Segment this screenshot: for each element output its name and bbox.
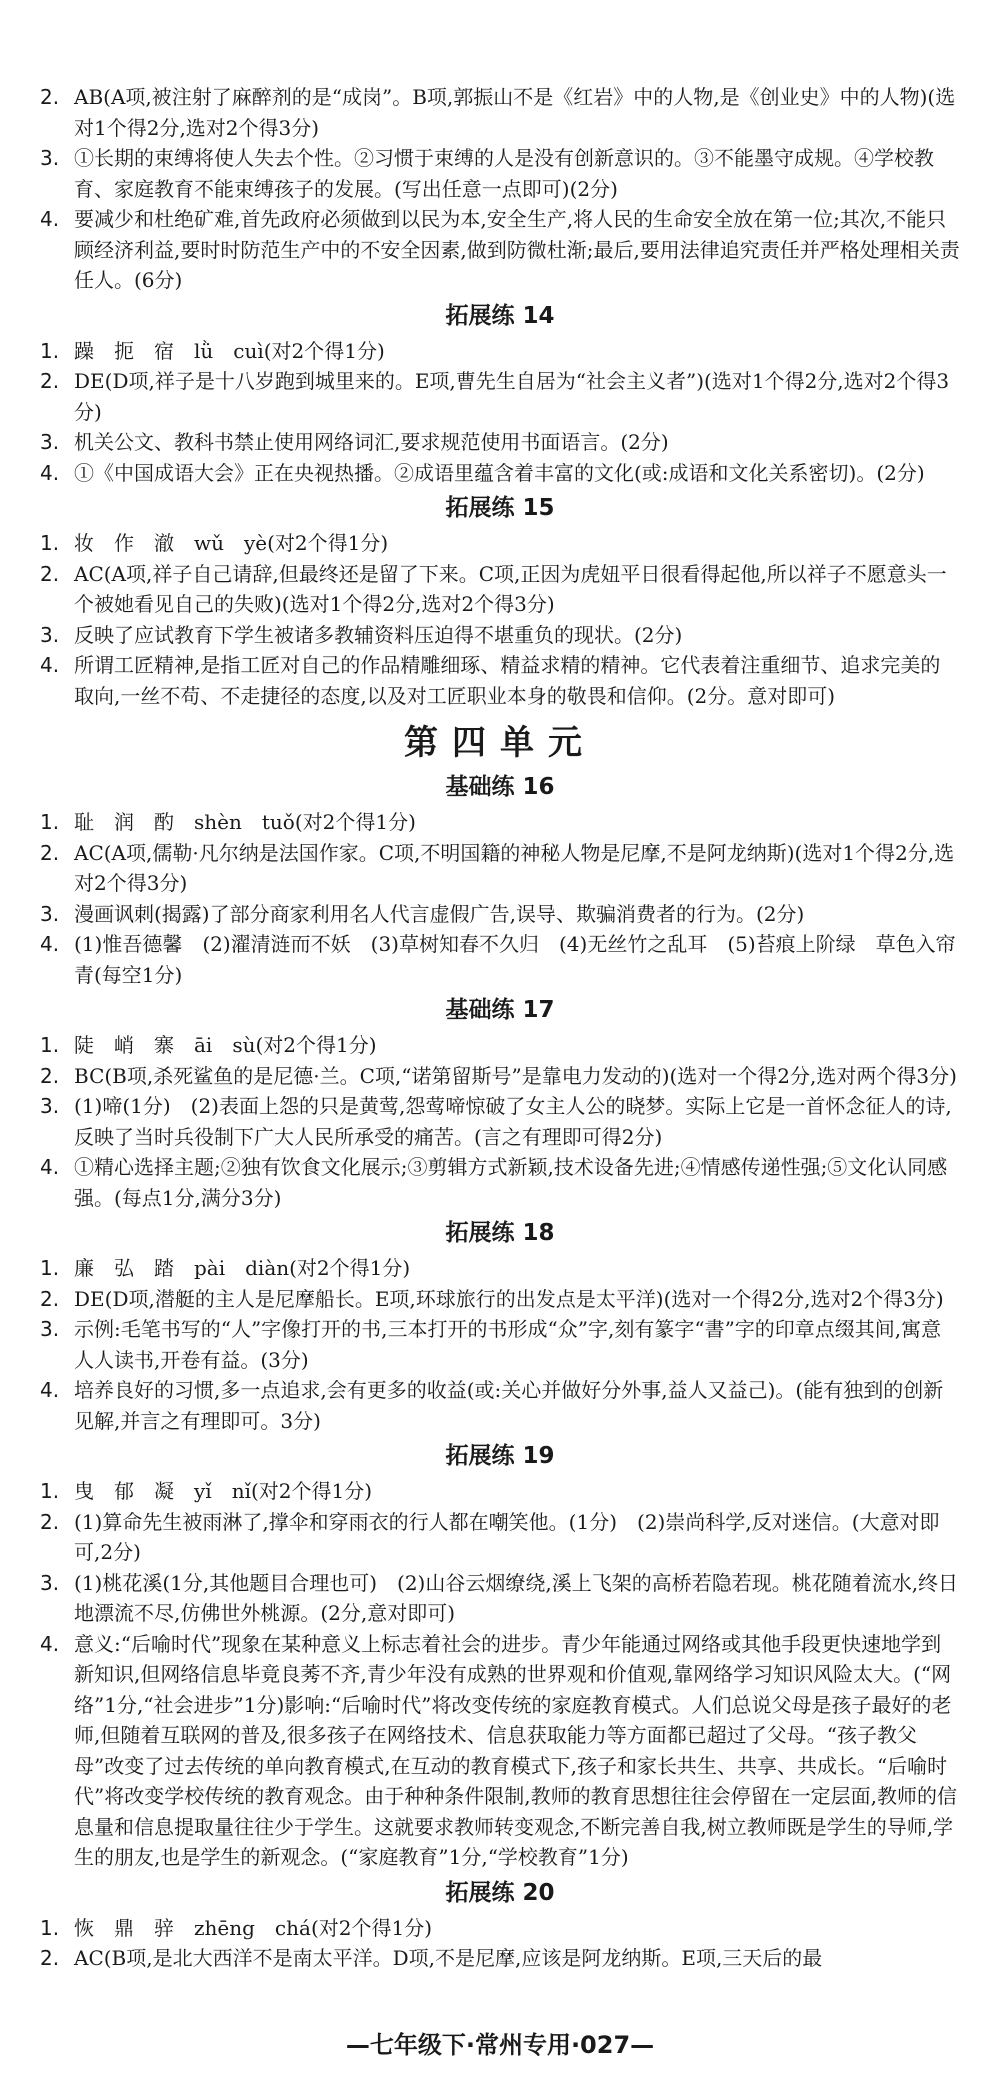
unit-heading: 第四单元: [404, 723, 596, 763]
item-text: AC(A项,儒勒·凡尔纳是法国作家。C项,不明国籍的神秘人物是尼摩,不是阿龙纳斯)(选对1个得2分,选对2个得3分): [74, 840, 955, 895]
answer-item: [40, 1061, 960, 1092]
item-text: 漫画讽刺(揭露)了部分商家利用名人代言虚假广告,误导、欺骗消费者的行为。(2分): [74, 901, 805, 926]
item-text: (1)惟吾德馨 (2)濯清涟而不妖 (3)草树知春不久归 (4)无丝竹之乱耳 (5)苔痕上阶绿 草色入帘青(每空1分): [74, 932, 956, 987]
answer-item: [40, 458, 960, 489]
section-heading: 基础练 16: [445, 774, 555, 800]
item-text: (1)算命先生被雨淋了,撑伞和穿雨衣的行人都在嘲笑他。(1分) (2)崇尚科学,反对迷信。(大意对即可,2分): [74, 1509, 940, 1564]
item-text: 机关公文、教科书禁止使用网络词汇,要求规范使用书面语言。(2分): [74, 430, 669, 454]
item-text: 耻 润 酌 shèn tuǒ(对2个得1分): [74, 810, 416, 834]
item-number: 1.: [40, 1256, 60, 1280]
section-heading: 基础练 17: [445, 997, 555, 1023]
item-number: 4.: [40, 1631, 60, 1656]
answer-item: [40, 143, 960, 204]
section-heading: 拓展练 14: [445, 302, 555, 329]
answer-item: [40, 427, 960, 458]
item-number: 1.: [40, 1033, 60, 1057]
section-heading: 拓展练 18: [445, 1220, 555, 1246]
answer-item: [40, 528, 960, 559]
page-footer: —七年级下·常州专用·027—: [345, 2031, 655, 2059]
item-number: 2.: [40, 369, 60, 393]
item-text: 反映了应试教育下学生被诸多教辅资料压迫得不堪重负的现状。(2分): [74, 622, 683, 647]
item-number: 2.: [40, 840, 60, 865]
answer-item: [40, 650, 960, 711]
answer-item: [40, 807, 960, 838]
item-text: (1)啼(1分) (2)表面上怨的只是黄莺,怨莺啼惊破了女主人公的晓梦。实际上它是一首怀念征人的诗,反映了当时兵役制下广大人民所承受的痛苦。(言之有理即可得2分): [74, 1094, 952, 1149]
section-heading: 拓展练 15: [445, 495, 555, 521]
item-text: 培养良好的习惯,多一点追求,会有更多的收益(或:关心并做好分外事,益人又益己)。(能有独到的创新见解,并言之有理即可。3分): [74, 1378, 944, 1433]
item-number: 2.: [40, 85, 60, 109]
answer-item: [40, 1030, 960, 1061]
item-number: 3.: [40, 622, 60, 647]
answer-item: [40, 1253, 960, 1284]
item-text: AC(A项,祥子自己请辞,但最终还是留了下来。C项,正因为虎妞平日很看得起他,所以祥子不愿意头一个被她看见自己的失败)(选对1个得2分,选对2个得3分): [74, 561, 947, 616]
answer-item: [40, 1375, 960, 1436]
answer-item: [40, 1091, 960, 1152]
item-number: 4.: [40, 460, 60, 485]
item-number: 3.: [40, 1094, 60, 1118]
item-number: 3.: [40, 146, 60, 170]
item-text: ①《中国成语大会》正在央视热播。②成语里蕴含着丰富的文化(或:成语和文化关系密切)。(2分): [74, 460, 925, 485]
item-number: 3.: [40, 1317, 60, 1341]
item-text: BC(B项,杀死鲨鱼的是尼德·兰。C项,“诺第留斯号”是靠电力发动的)(选对一个得2分,选对两个得3分): [74, 1063, 957, 1088]
answer-item: [40, 1152, 960, 1213]
item-text: 恢 鼎 骍 zhēng chá(对2个得1分): [74, 1915, 432, 1940]
item-text: 示例:毛笔书写的“人”字像打开的书,三本打开的书形成“众”字,刻有篆字“書”字的印章点缀其间,寓意人人读书,开卷有益。(3分): [74, 1317, 942, 1372]
answer-item: [40, 1314, 960, 1375]
answer-item: [40, 838, 960, 899]
answer-item: [40, 559, 960, 620]
item-number: 1.: [40, 338, 60, 363]
answer-item: [40, 366, 960, 427]
item-text: ①长期的束缚将使人失去个性。②习惯于束缚的人是没有创新意识的。③不能墨守成规。④学校教育、家庭教育不能束缚孩子的发展。(写出任意一点即可)(2分): [74, 146, 934, 201]
item-number: 1.: [40, 531, 60, 555]
item-number: 3.: [40, 901, 60, 926]
answer-item: [40, 204, 960, 296]
item-text: 意义:“后喻时代”现象在某种意义上标志着社会的进步。青少年能通过网络或其他手段更快速地学到新知识,但网络信息毕竟良莠不齐,青少年没有成熟的世界观和价值观,靠网络学习知识风险太大。(“网络”1分,“社会进步”1分)影响:“后喻时代”将改变传统的家庭教育模式。人们总说父母是孩子最好的老师,但随着互联网的普及,很多孩子在网络技术、信息获取能力等方面都已超过了父母。“孩子教父母”改变了过去传统的单向教育模式,在互动的教育模式下,孩子和家长共生、共享、共成长。“后喻时代”将改变学校传统的教育观念。由于种种条件限制,教师的教育思想往往会停留在一定层面,教师的信息量和信息提取量往往少于学生。这就要求教师转变观念,不断完善自我,树立教师既是学生的导师,学生的朋友,也是学生的新观念。(“家庭教育”1分,“学校教育”1分): [74, 1631, 957, 1869]
answer-content: [40, 82, 960, 1974]
item-number: 4.: [40, 1378, 60, 1402]
answer-item: [40, 1284, 960, 1315]
item-number: 2.: [40, 1286, 60, 1311]
answer-item: [40, 620, 960, 651]
item-number: 2.: [40, 1509, 60, 1534]
item-text: 廉 弘 踏 pài diàn(对2个得1分): [74, 1256, 411, 1280]
answer-item: [40, 899, 960, 930]
answer-item: [40, 929, 960, 990]
item-number: 3.: [40, 1570, 60, 1595]
item-text: DE(D项,潜艇的主人是尼摩船长。E项,环球旅行的出发点是太平洋)(选对一个得2分,选对2个得3分): [74, 1286, 944, 1311]
answer-item: [40, 82, 960, 143]
item-text: 陡 峭 寨 āi sù(对2个得1分): [74, 1033, 377, 1057]
item-text: AC(B项,是北大西洋不是南太平洋。D项,不是尼摩,应该是阿龙纳斯。E项,三天后的最: [74, 1946, 823, 1970]
item-number: 4.: [40, 653, 60, 677]
answer-item: [40, 1629, 960, 1873]
item-number: 2.: [40, 561, 60, 586]
item-number: 4.: [40, 932, 60, 956]
section-heading: 拓展练 19: [445, 1443, 555, 1469]
item-text: 妆 作 澈 wǔ yè(对2个得1分): [74, 531, 389, 555]
answer-item: [40, 1507, 960, 1568]
item-text: 曳 郁 凝 yǐ nǐ(对2个得1分): [74, 1479, 373, 1503]
item-number: 1.: [40, 810, 60, 834]
answer-item: [40, 1568, 960, 1629]
item-number: 4.: [40, 1155, 60, 1179]
section-heading: 拓展练 20: [445, 1879, 555, 1906]
item-text: DE(D项,祥子是十八岁跑到城里来的。E项,曹先生自居为“社会主义者”)(选对1个得2分,选对2个得3分): [74, 369, 950, 424]
answer-item: [40, 1476, 960, 1507]
item-text: 躁 扼 宿 lǜ cuì(对2个得1分): [74, 338, 385, 363]
item-number: 1.: [40, 1915, 60, 1940]
answer-item: [40, 336, 960, 367]
item-text: ①精心选择主题;②独有饮食文化展示;③剪辑方式新颖,技术设备先进;④情感传递性强;⑤文化认同感强。(每点1分,满分3分): [74, 1155, 948, 1210]
item-text: (1)桃花溪(1分,其他题目合理也可) (2)山谷云烟缭绕,溪上飞架的高桥若隐若现。桃花随着流水,终日地漂流不尽,仿佛世外桃源。(2分,意对即可): [74, 1570, 959, 1625]
answer-item: [40, 1943, 960, 1974]
item-text: 要减少和杜绝矿难,首先政府必须做到以民为本,安全生产,将人民的生命安全放在第一位;其次,不能只顾经济利益,要时时防范生产中的不安全因素,做到防微杜渐;最后,要用法律追究责任并严格处理相关责任人。(6分): [74, 207, 960, 292]
item-number: 2.: [40, 1946, 60, 1970]
item-number: 2.: [40, 1063, 60, 1088]
item-text: 所谓工匠精神,是指工匠对自己的作品精雕细琢、精益求精的精神。它代表着注重细节、追求完美的取向,一丝不苟、不走捷径的态度,以及对工匠职业本身的敬畏和信仰。(2分。意对即可): [74, 653, 941, 708]
item-text: AB(A项,被注射了麻醉剂的是“成岗”。B项,郭振山不是《红岩》中的人物,是《创业史》中的人物)(选对1个得2分,选对2个得3分): [74, 85, 956, 140]
item-number: 3.: [40, 430, 60, 454]
item-number: 4.: [40, 207, 60, 231]
item-number: 1.: [40, 1479, 60, 1503]
answer-item: [40, 1913, 960, 1944]
